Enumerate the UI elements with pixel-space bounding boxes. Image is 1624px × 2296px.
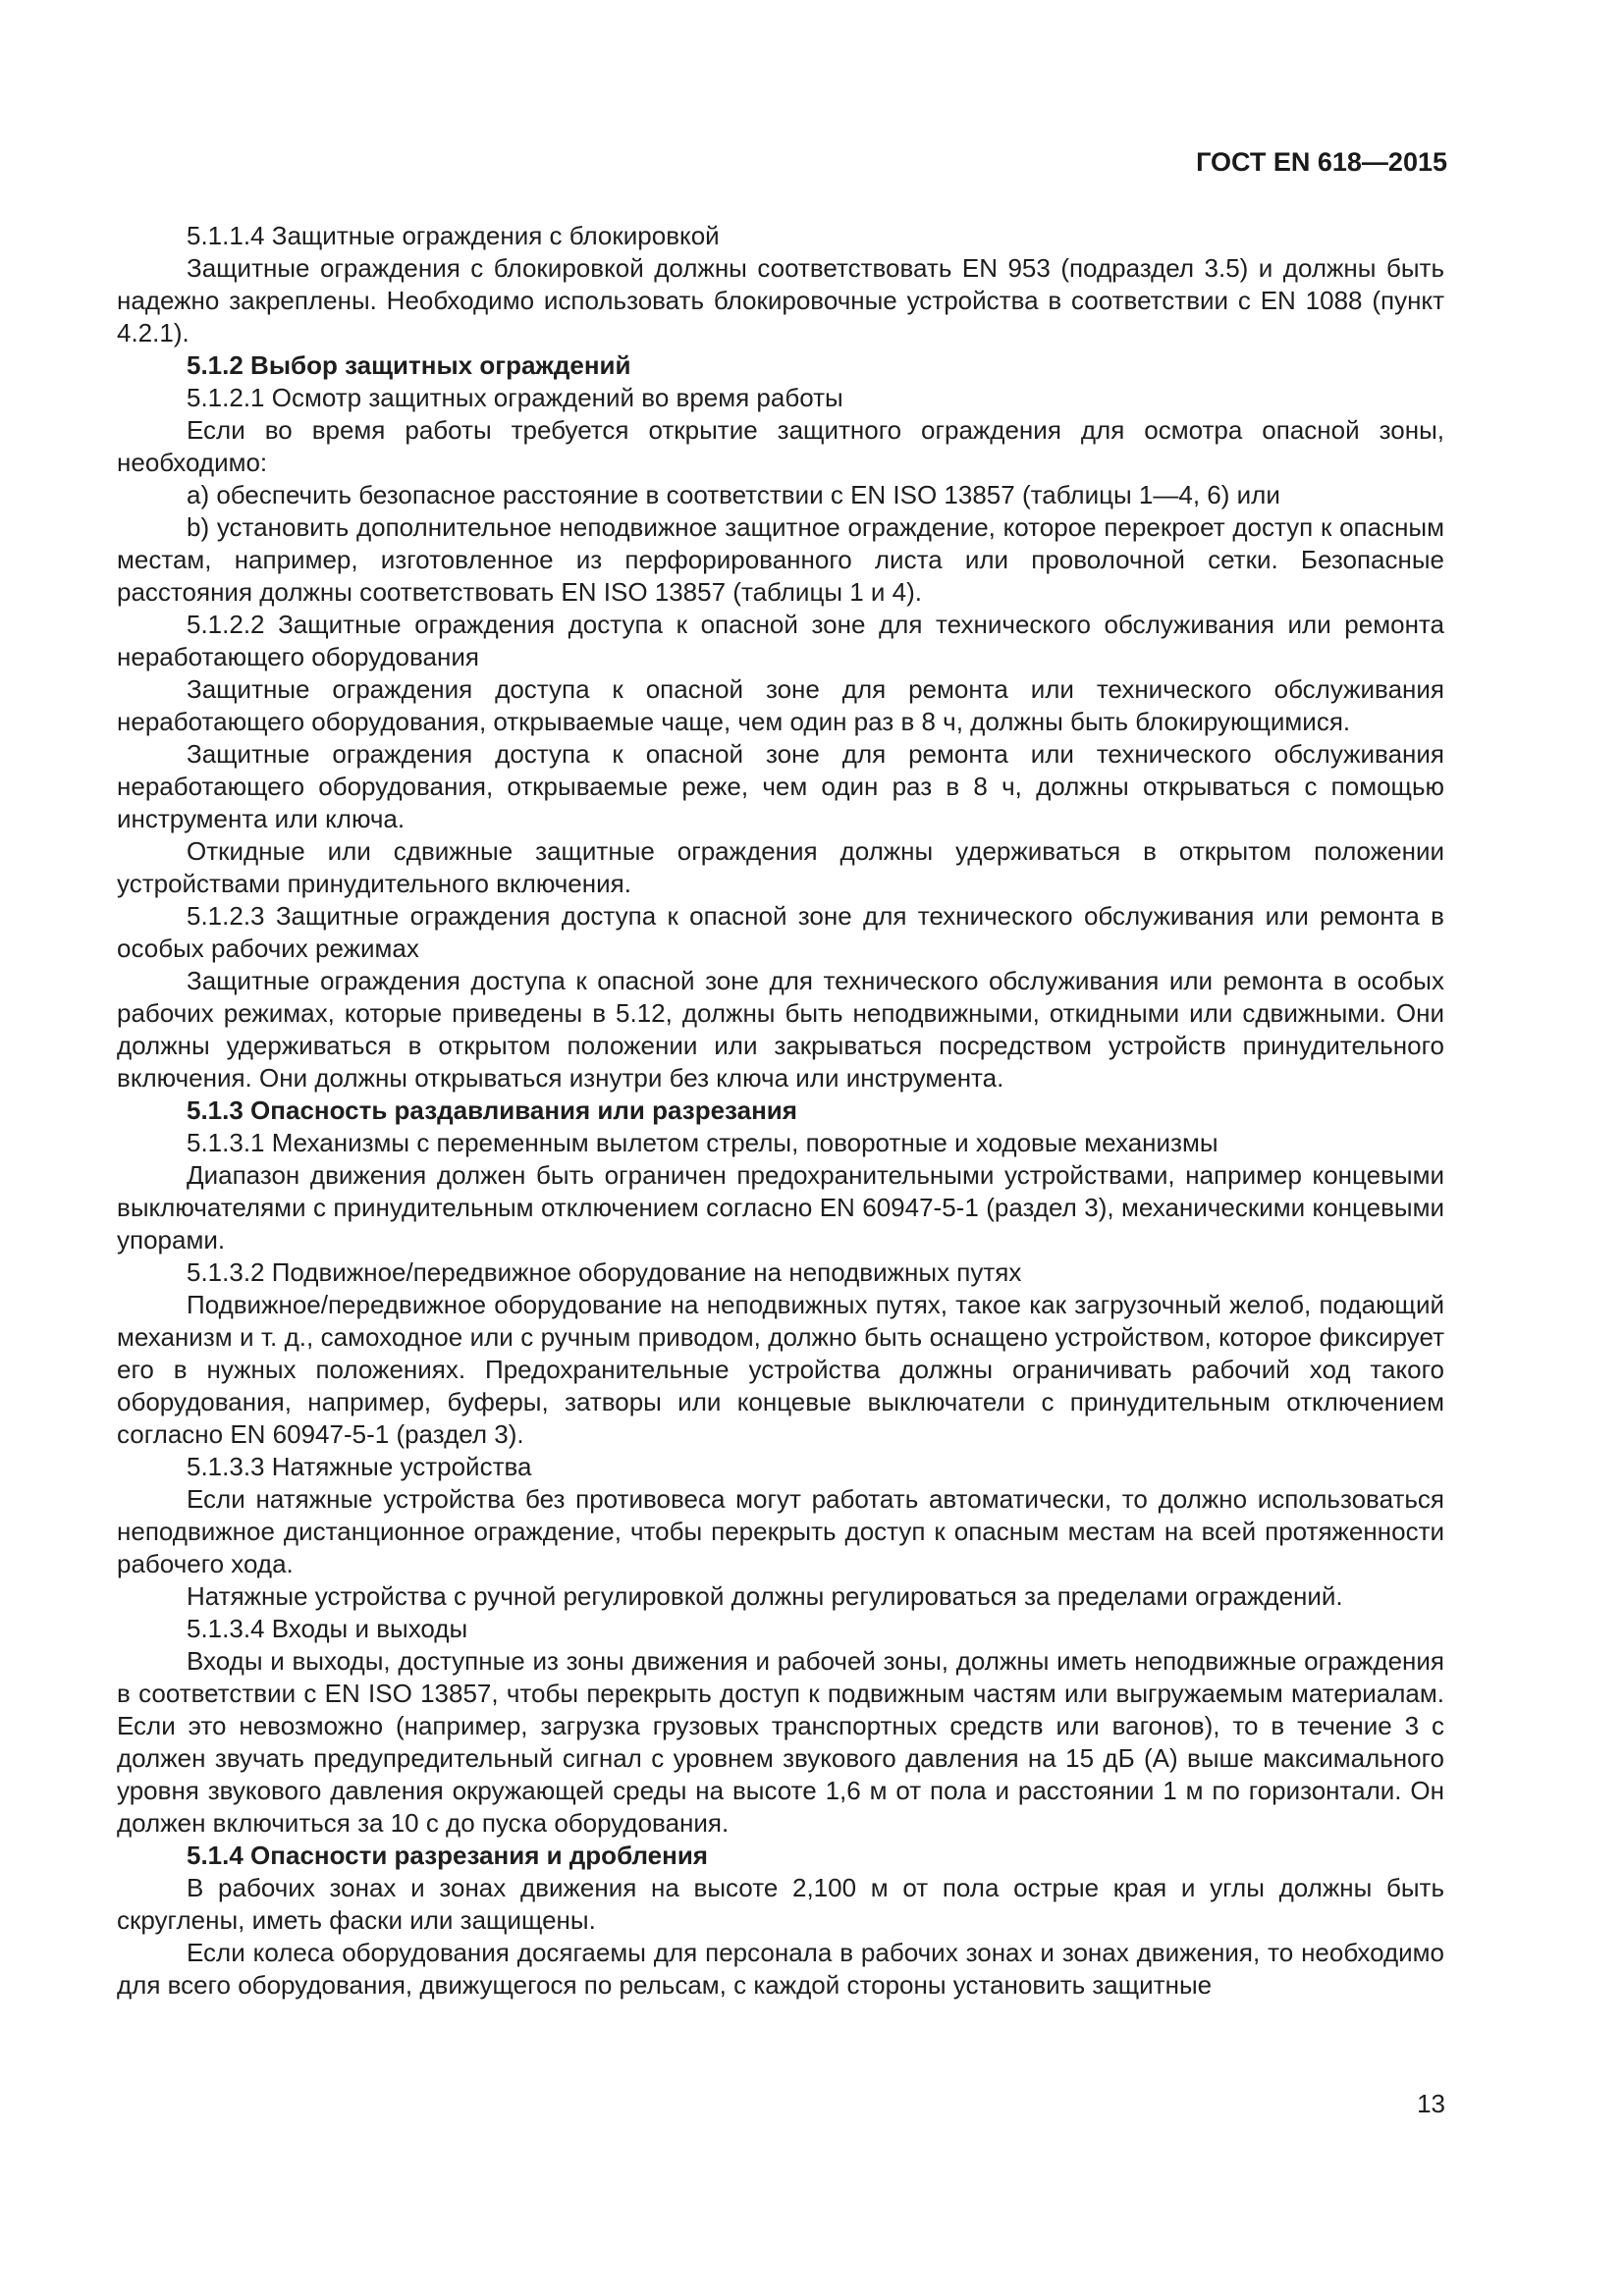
section-heading: 5.1.3 Опасность раздавливания или разрезания <box>187 1095 797 1125</box>
paragraph: Если натяжные устройства без противовеса могут работать автоматически, то должно использоваться неподвижное дистанционное ограждение, чтобы перекрыть доступ к опасным местам на всей протяженности рабочего хода. <box>117 1484 1444 1578</box>
subclause-heading: 5.1.3.2 Подвижное/передвижное оборудование на неподвижных путях <box>187 1257 1022 1287</box>
subclause-heading: 5.1.3.4 Входы и выходы <box>187 1614 468 1643</box>
subclause-heading: 5.1.2.1 Осмотр защитных ограждений во время работы <box>187 383 843 412</box>
paragraph: Входы и выходы, доступные из зоны движения и рабочей зоны, должны иметь неподвижные ограждения в соответствии с EN ISO 13857, чтобы перекрыть доступ к подвижным частям или выгружаемым материалам. Если это невозможно (например, загрузка грузовых транспортных средств или вагонов), то в течение 3 с должен звучать предупредительный сигнал с уровнем звукового давления на 15 дБ (А) выше максимального уровня звукового давления окружающей среды на высоте 1,6 м от пола и расстоянии 1 м по горизонтали. Он должен включиться за 10 с до пуска оборудования. <box>117 1646 1444 1838</box>
section-heading: 5.1.4 Опасности разрезания и дробления <box>187 1841 708 1870</box>
subclause-heading: 5.1.1.4 Защитные ограждения с блокировкой <box>187 221 720 250</box>
paragraph: Если колеса оборудования досягаемы для персонала в рабочих зонах и зонах движения, то необходимо для всего оборудования, движущегося по рельсам, с каждой стороны установить защитные <box>117 1938 1444 2000</box>
paragraph: Защитные ограждения доступа к опасной зоне для ремонта или технического обслуживания неработающего оборудования, открываемые чаще, чем один раз в 8 ч, должны быть блокирующимися. <box>117 674 1444 736</box>
paragraph: Диапазон движения должен быть ограничен предохранительными устройствами, например концевыми выключателями с принудительным отключением согласно EN 60947-5-1 (раздел 3), механическими концевыми упорами. <box>117 1160 1444 1255</box>
subclause-heading: 5.1.2.2 Защитные ограждения доступа к опасной зоне для технического обслуживания или ремонта неработающего оборудования <box>117 610 1444 671</box>
standard-designation: ГОСТ EN 618—2015 <box>1196 147 1447 177</box>
paragraph: Натяжные устройства с ручной регулировкой должны регулироваться за пределами ограждений. <box>187 1581 1343 1611</box>
subclause-heading: 5.1.3.1 Механизмы с переменным вылетом стрелы, поворотные и ходовые механизмы <box>187 1128 1218 1157</box>
list-item: а) обеспечить безопасное расстояние в соответствии с EN ISO 13857 (таблицы 1—4, 6) или <box>187 480 1280 509</box>
list-item: b) установить дополнительное неподвижное защитное ограждение, которое перекроет доступ к опасным местам, например, изготовленное из перфорированного листа или проволочной сетки. Безопасные расстояния должны соответствовать EN ISO 13857 (таблицы 1 и 4). <box>117 512 1444 607</box>
subclause-heading: 5.1.3.3 Натяжные устройства <box>187 1452 532 1481</box>
paragraph: Защитные ограждения доступа к опасной зоне для ремонта или технического обслуживания неработающего оборудования, открываемые реже, чем один раз в 8 ч, должны открываться с помощью инструмента или ключа. <box>117 739 1444 833</box>
paragraph: В рабочих зонах и зонах движения на высоте 2,100 м от пола острые края и углы должны быть скруглены, иметь фаски или защищены. <box>117 1873 1444 1935</box>
paragraph: Откидные или сдвижные защитные ограждения должны удерживаться в открытом положении устройствами принудительного включения. <box>117 836 1444 898</box>
paragraph: Если во время работы требуется открытие защитного ограждения для осмотра опасной зоны, необходимо: <box>117 415 1444 477</box>
subclause-heading: 5.1.2.3 Защитные ограждения доступа к опасной зоне для технического обслуживания или ремонта в особых рабочих режимах <box>117 901 1444 963</box>
page-number: 13 <box>1417 2089 1445 2118</box>
paragraph: Подвижное/передвижное оборудование на неподвижных путях, такое как загрузочный желоб, подающий механизм и т. д., самоходное или с ручным приводом, должно быть оснащено устройством, которое фиксирует его в нужных положениях. Предохранительные устройства должны ограничивать рабочий ход такого оборудования, например, буферы, затворы или концевые выключатели с принудительным отключением согласно EN 60947-5-1 (раздел 3). <box>117 1290 1444 1449</box>
body-text <box>117 220 1444 2002</box>
paragraph: Защитные ограждения с блокировкой должны соответствовать EN 953 (подраздел 3.5) и должны быть надежно закреплены. Необходимо использовать блокировочные устройства в соответствии с EN 1088 (пункт 4.2.1). <box>117 253 1444 347</box>
paragraph: Защитные ограждения доступа к опасной зоне для технического обслуживания или ремонта в особых рабочих режимах, которые приведены в 5.12, должны быть неподвижными, откидными или сдвижными. Они должны удерживаться в открытом положении или закрываться посредством устройств принудительного включения. Они должны открываться изнутри без ключа или инструмента. <box>117 966 1444 1093</box>
section-heading: 5.1.2 Выбор защитных ограждений <box>187 350 631 380</box>
